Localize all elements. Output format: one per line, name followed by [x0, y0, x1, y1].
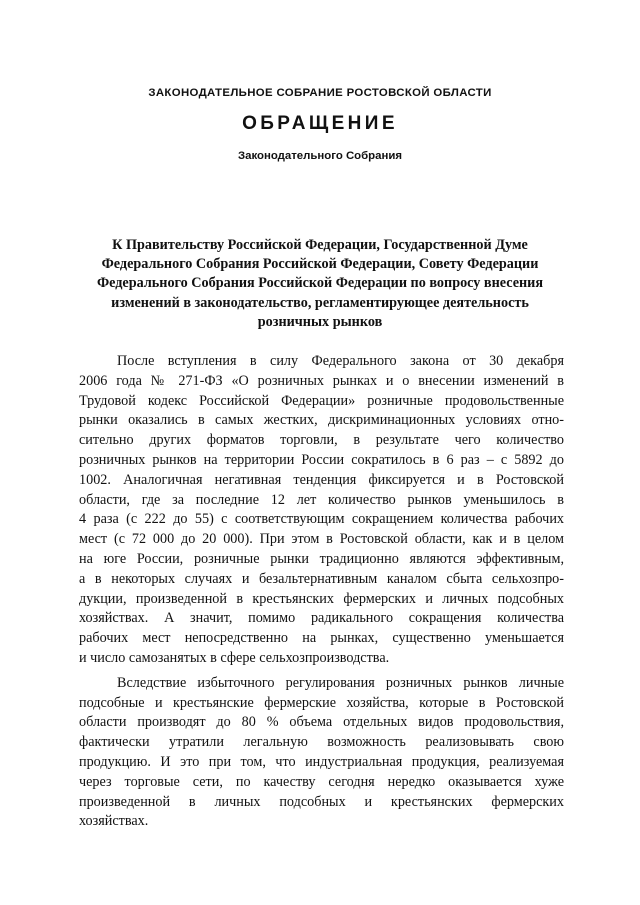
addressee-line: розничных рынков	[257, 313, 383, 330]
text-line: розничных рынков на территории России сократилось в 6 раз – с 5892 до	[79, 451, 564, 468]
document-type-title: ОБРАЩЕНИЕ	[242, 113, 398, 134]
paragraph-farm-regulation	[79, 674, 564, 832]
text-line: области производят до 80 % объема отдельных видов продовольствия,	[79, 714, 564, 731]
text-line: рынки оказались в самых жестких, дискриминационных условиях отно-	[79, 412, 564, 429]
text-line: Вследствие избыточного регулирования розничных рынков личные	[117, 674, 564, 691]
addressee-line: Федерального Собрания Российской Федерации, Совету Федерации	[101, 256, 539, 273]
addressee-line: Федерального Собрания Российской Федерации по вопросу внесения	[96, 275, 544, 292]
addressee-line: изменений в законодательство, регламентирующее деятельность	[111, 294, 529, 311]
paragraph-markets-decline	[79, 352, 564, 669]
text-line: хозяйствах. А значит, помимо радикального сокращения количества	[79, 610, 564, 627]
text-line: на юге России, розничные рынки традиционно являются эффективным,	[79, 550, 564, 567]
organization-heading: ЗАКОНОДАТЕЛЬНОЕ СОБРАНИЕ РОСТОВСКОЙ ОБЛАСТИ	[148, 87, 492, 99]
text-line: рабочих мест непосредственно на рынках, существенно уменьшается	[79, 630, 564, 647]
text-line: а в некоторых случаях и безальтернативным каналом сбыта сельхозпро-	[79, 570, 564, 587]
text-line: 1002. Аналогичная негативная тенденция фиксируется и в Ростовской	[79, 471, 564, 488]
text-line: 2006 года № 271-ФЗ «О розничных рынках и о внесении изменений в	[79, 372, 564, 389]
text-line: продукцию. И это при том, что индустриальная продукция, реализуемая	[79, 753, 564, 770]
text-line: Трудовой кодекс Российской Федерации» розничные продовольственные	[79, 392, 564, 409]
addressee-line: К Правительству Российской Федерации, Государственной Думе	[112, 237, 528, 253]
text-line: через торговые сети, по качеству сегодня нередко оказывается хуже	[79, 773, 564, 790]
text-line: области, где за последние 12 лет количество рынков уменьшилось в	[79, 491, 564, 508]
text-line: После вступления в силу Федерального закона от 30 декабря	[117, 353, 564, 369]
text-line: сительно других форматов торговли, в результате чего количество	[79, 432, 564, 449]
body-text	[79, 352, 564, 837]
text-line: подсобные и крестьянские фермерские хозяйства, которые в Ростовской	[79, 694, 564, 711]
text-line: 4 раза (с 222 до 55) с соответствующим сокращением количества рабочих	[79, 511, 564, 528]
text-line: мест (с 72 000 до 20 000). При этом в Ростовской области, как и в целом	[79, 531, 564, 548]
text-line: дукции, произведенной в крестьянских фермерских и личных подсобных	[79, 590, 564, 607]
text-line: хозяйствах.	[79, 813, 149, 830]
document-subtitle: Законодательного Собрания	[238, 150, 402, 162]
text-line: произведенной в личных подсобных и крестьянских фермерских	[79, 793, 564, 810]
text-line: фактически утратили легальную возможность реализовывать свою	[79, 734, 564, 751]
addressee-block	[60, 236, 580, 332]
text-line: и число самозанятых в сфере сельхозпроизводства.	[79, 649, 390, 666]
